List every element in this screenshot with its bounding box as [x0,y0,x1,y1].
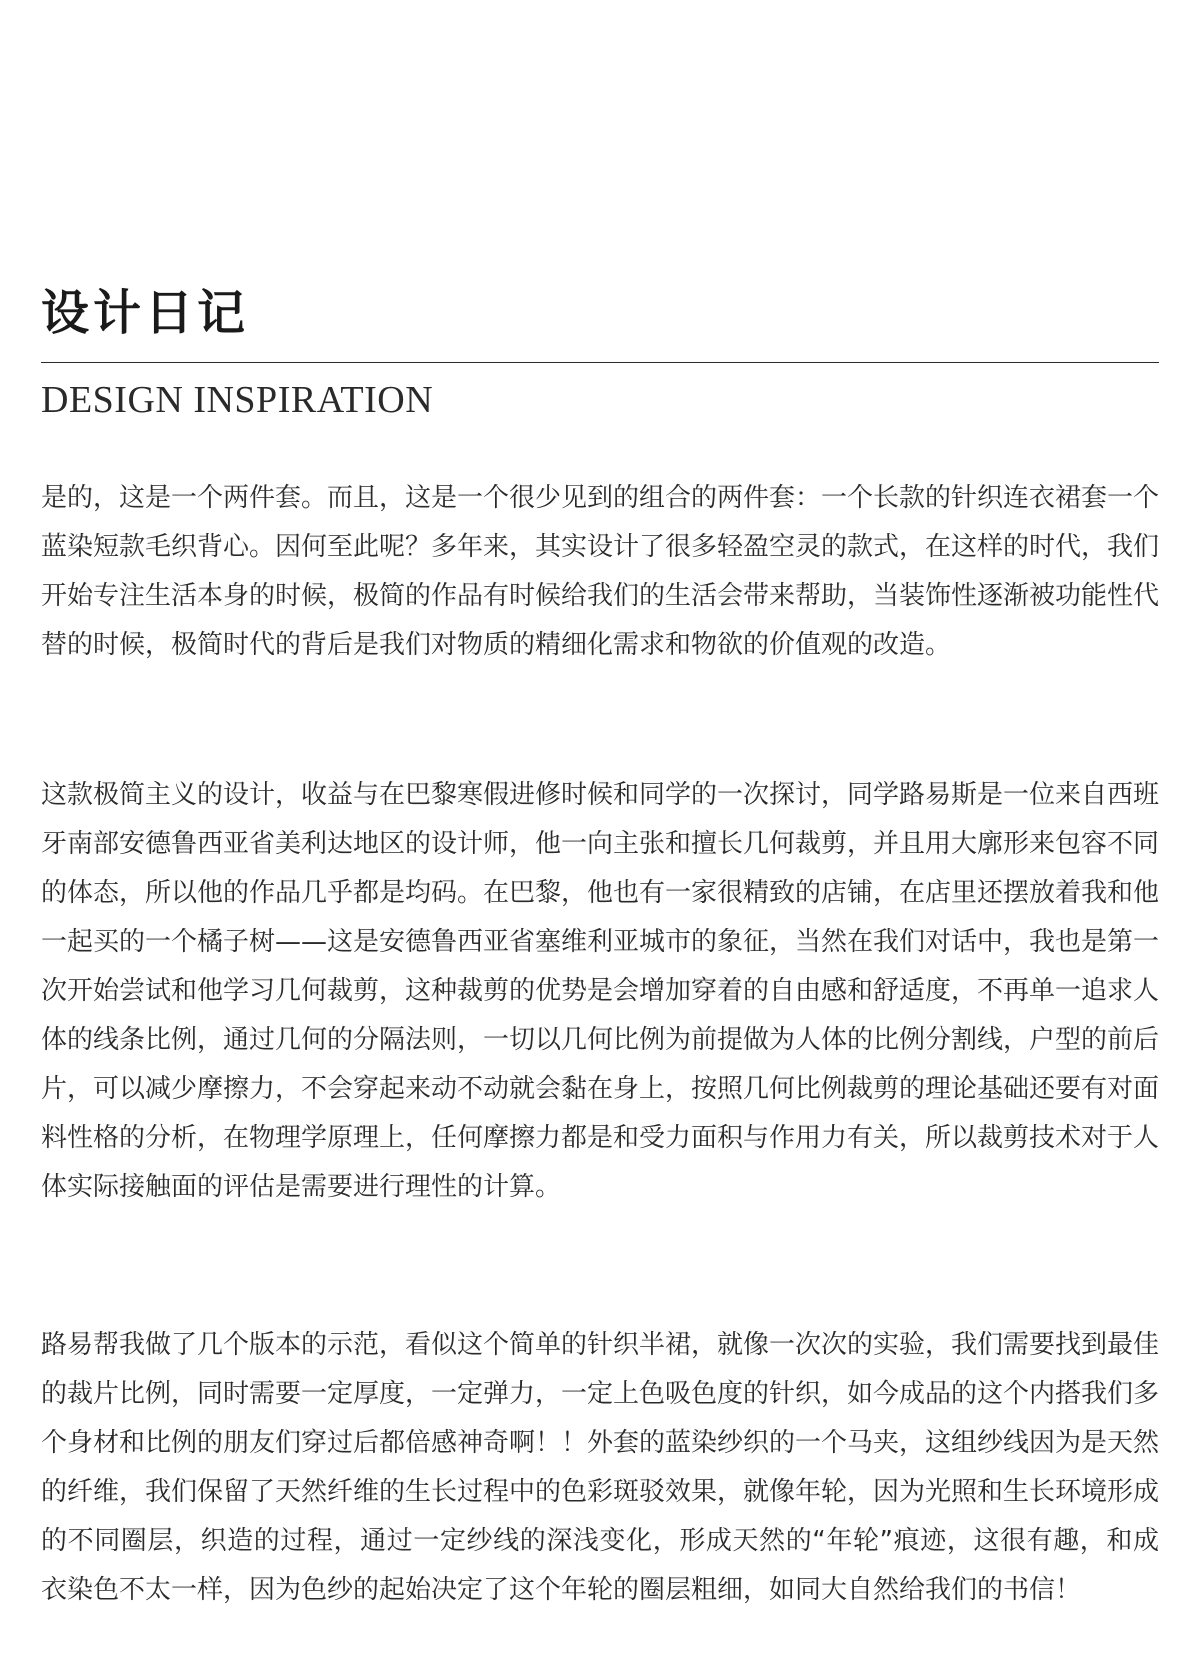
body-paragraph: 是的，这是一个两件套。而且，这是一个很少见到的组合的两件套：一个长款的针织连衣裙套一个蓝染短款毛织背心。因何至此呢？多年来，其实设计了很多轻盈空灵的款式，在这样的时代，我们开始专注生活本身的时候，极简的作品有时候给我们的生活会带来帮助，当装饰性逐渐被功能性代替的时候，极简时代的背后是我们对物质的精细化需求和物欲的价值观的改造。 [41,483,1160,660]
body-paragraph: 路易帮我做了几个版本的示范，看似这个简单的针织半裙，就像一次次的实验，我们需要找到最佳的裁片比例，同时需要一定厚度，一定弹力，一定上色吸色度的针织，如今成品的这个内搭我们多个身材和比例的朋友们穿过后都倍感神奇啊！！外套的蓝染纱织的一个马夹，这组纱线因为是天然的纤维，我们保留了天然纤维的生长过程中的色彩斑驳效果，就像年轮，因为光照和生长环境形成的不同圈层，织造的过程，通过一定纱线的深浅变化，形成天然的“年轮”痕迹，这很有趣，和成衣染色不太一样，因为色纱的起始决定了这个年轮的圈层粗细，如同大自然给我们的书信！ [41,1330,1160,1605]
page-title: 设计日记 [41,285,250,341]
page-subtitle: DESIGN INSPIRATION [41,379,434,421]
title-divider [41,362,1159,363]
body-paragraph: 这款极简主义的设计，收益与在巴黎寒假进修时候和同学的一次探讨，同学路易斯是一位来自西班牙南部安德鲁西亚省美利达地区的设计师，他一向主张和擅长几何裁剪，并且用大廓形来包容不同的体态，所以他的作品几乎都是均码。在巴黎，他也有一家很精致的店铺，在店里还摆放着我和他一起买的一个橘子树——这是安德鲁西亚省塞维利亚城市的象征，当然在我们对话中，我也是第一次开始尝试和他学习几何裁剪，这种裁剪的优势是会增加穿着的自由感和舒适度，不再单一追求人体的线条比例，通过几何的分隔法则，一切以几何比例为前提做为人体的比例分割线，户型的前后片，可以减少摩擦力，不会穿起来动不动就会黏在身上，按照几何比例裁剪的理论基础还要有对面料性格的分析，在物理学原理上，任何摩擦力都是和受力面积与作用力有关，所以裁剪技术对于人体实际接触面的评估是需要进行理性的计算。 [41,780,1160,1202]
